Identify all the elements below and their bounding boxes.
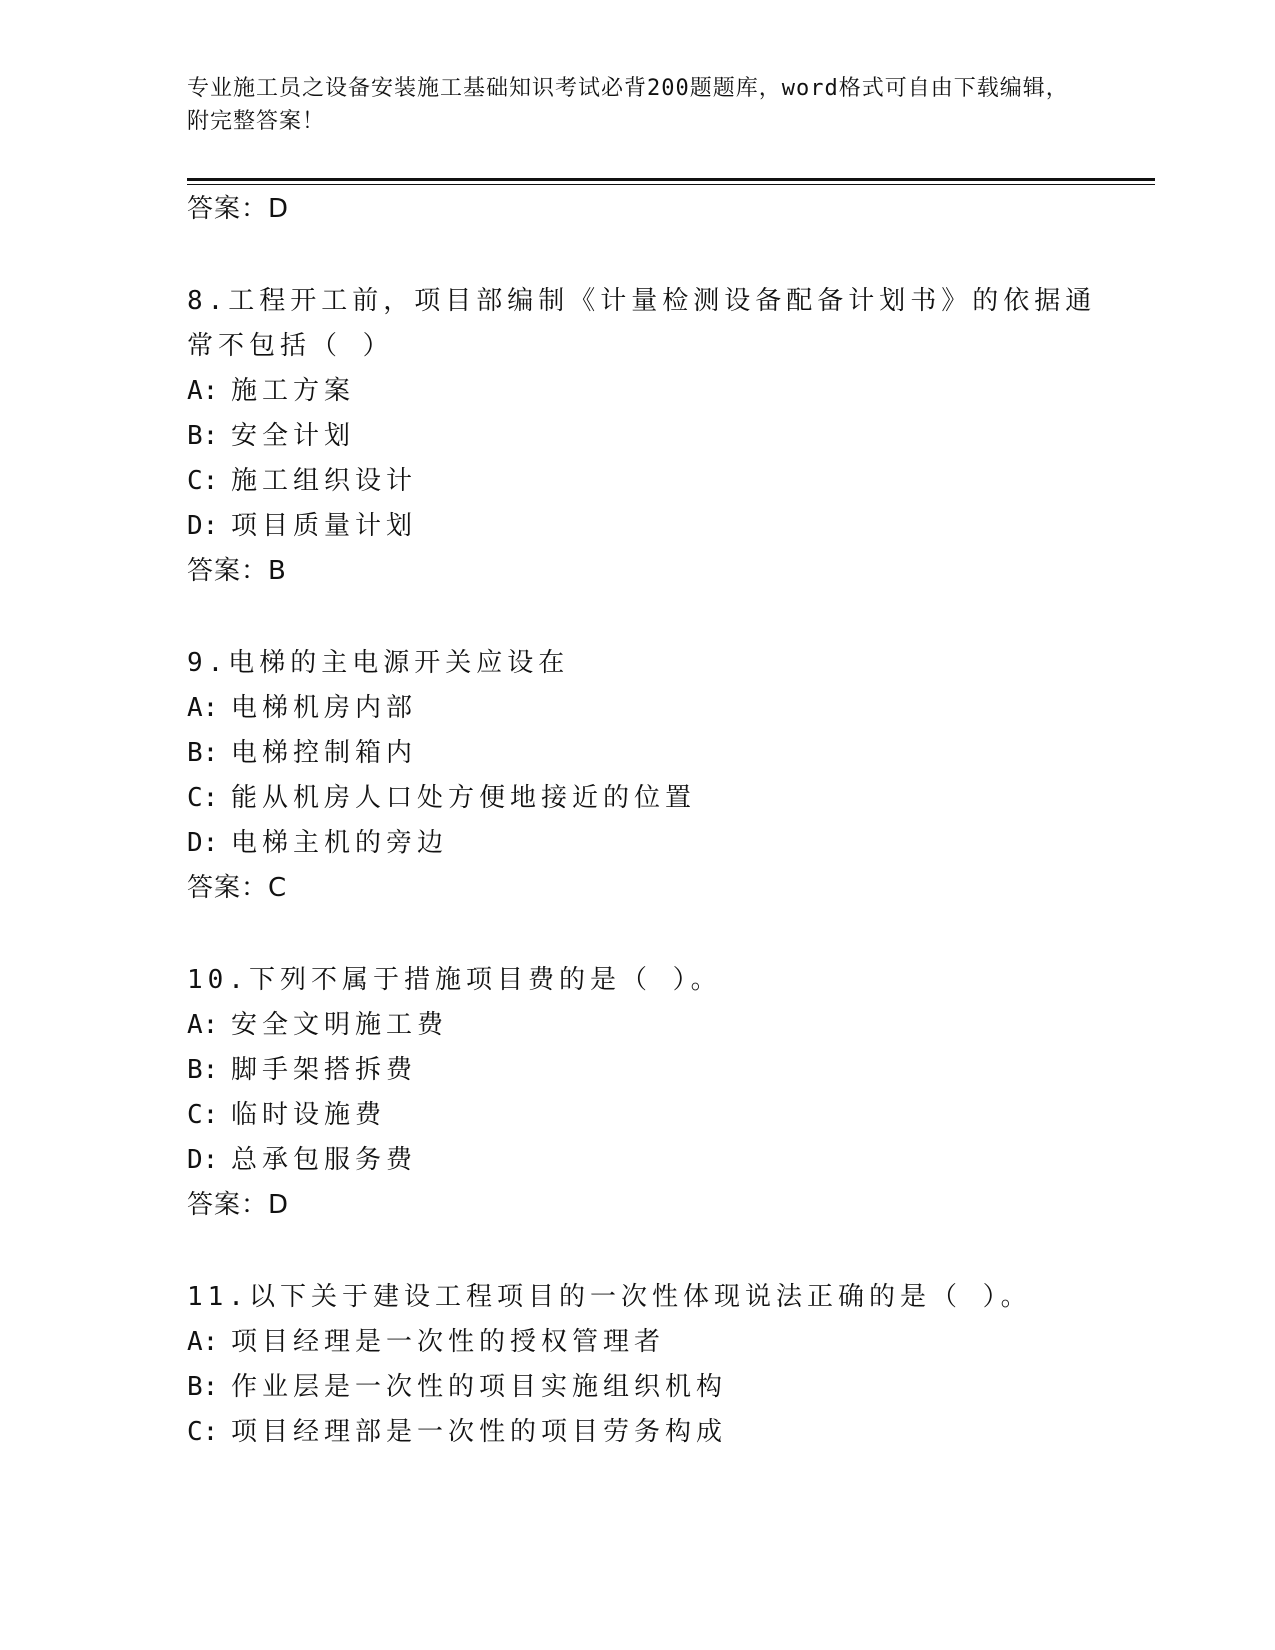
question-block <box>187 279 1107 594</box>
option-key: C: <box>187 1100 219 1130</box>
option-key: C: <box>187 783 219 813</box>
question-block <box>187 641 1107 911</box>
answer-line: 答案：D <box>187 1190 290 1220</box>
option-key: C: <box>187 466 219 496</box>
option-text: 项目经理是一次性的授权管理者 <box>231 1327 666 1357</box>
option-key: A: <box>187 376 219 406</box>
option-b <box>187 731 1107 776</box>
option-d <box>187 821 1107 866</box>
option-text: 电梯主机的旁边 <box>231 828 449 858</box>
option-text: 安全计划 <box>231 421 356 451</box>
header-divider-thin <box>187 184 1155 185</box>
option-text: 电梯机房内部 <box>231 693 418 723</box>
option-key: A: <box>187 1327 219 1357</box>
option-c <box>187 1093 1107 1138</box>
document-header: 专业施工员之设备安装施工基础知识考试必背200题题库，word格式可自由下载编辑，附完整答案！ <box>187 76 1069 134</box>
option-a <box>187 686 1107 731</box>
option-c <box>187 459 1107 504</box>
option-text: 安全文明施工费 <box>231 1010 449 1040</box>
option-d <box>187 1138 1107 1183</box>
option-key: D: <box>187 1145 219 1175</box>
question-block <box>187 958 1107 1228</box>
question-stem: 10.下列不属于措施项目费的是（ ）。 <box>187 965 722 995</box>
question-stem: 11.以下关于建设工程项目的一次性体现说法正确的是（ ）。 <box>187 1282 1032 1312</box>
option-a <box>187 1320 1107 1365</box>
question-stem: 8.工程开工前，项目部编制《计量检测设备配备计划书》的依据通常不包括（ ） <box>187 286 1097 361</box>
option-text: 项目质量计划 <box>231 511 418 541</box>
option-a <box>187 1003 1107 1048</box>
question-stem: 9.电梯的主电源开关应设在 <box>187 648 570 678</box>
header-divider-thick <box>187 178 1155 181</box>
question-block <box>187 1275 1107 1455</box>
option-key: C: <box>187 1417 219 1447</box>
option-text: 总承包服务费 <box>231 1145 418 1175</box>
option-b <box>187 1365 1107 1410</box>
option-text: 施工方案 <box>231 376 356 406</box>
option-text: 能从机房人口处方便地接近的位置 <box>231 783 697 813</box>
option-a <box>187 369 1107 414</box>
option-text: 电梯控制箱内 <box>231 738 418 768</box>
question-list <box>187 187 1107 1455</box>
option-d <box>187 504 1107 549</box>
option-text: 施工组织设计 <box>231 466 418 496</box>
option-key: B: <box>187 1372 219 1402</box>
option-key: B: <box>187 421 219 451</box>
option-c <box>187 776 1107 821</box>
option-key: B: <box>187 738 219 768</box>
option-b <box>187 414 1107 459</box>
option-c <box>187 1410 1107 1455</box>
answer-line: 答案：D <box>187 194 290 224</box>
option-text: 作业层是一次性的项目实施组织机构 <box>231 1372 728 1402</box>
option-text: 临时设施费 <box>231 1100 387 1130</box>
option-text: 脚手架搭拆费 <box>231 1055 418 1085</box>
option-key: D: <box>187 511 219 541</box>
option-b <box>187 1048 1107 1093</box>
option-key: A: <box>187 693 219 723</box>
option-text: 项目经理部是一次性的项目劳务构成 <box>231 1417 728 1447</box>
option-key: A: <box>187 1010 219 1040</box>
option-key: B: <box>187 1055 219 1085</box>
answer-line: 答案：B <box>187 556 287 586</box>
answer-line: 答案：C <box>187 873 288 903</box>
option-key: D: <box>187 828 219 858</box>
